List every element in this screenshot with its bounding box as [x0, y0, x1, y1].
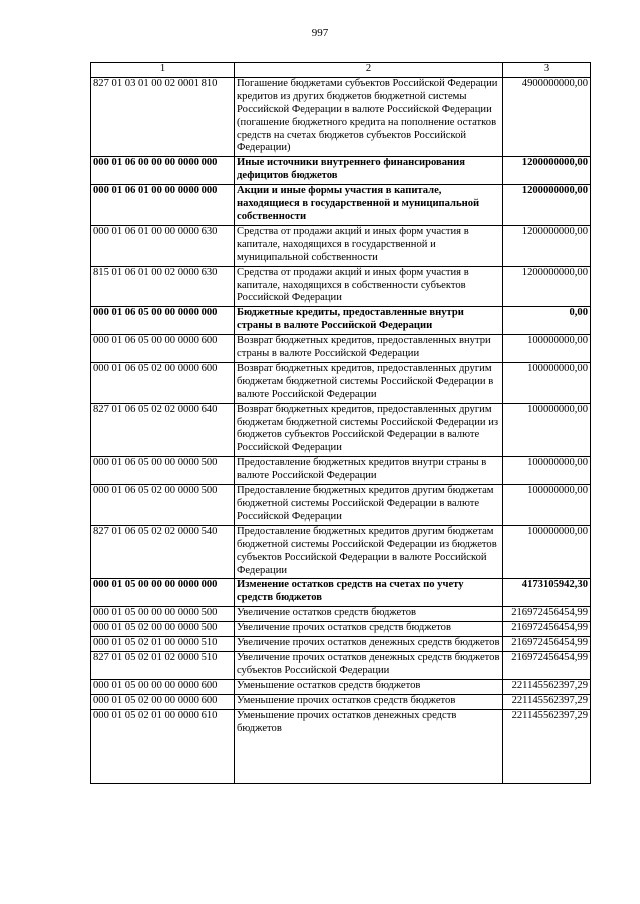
column-header-1: 1 [91, 63, 235, 78]
amount-cell: 4900000000,00 [503, 77, 591, 156]
name-cell: Возврат бюджетных кредитов, предоставленных другим бюджетам бюджетной системы Российской Федерации в валюте Российской Федерации [235, 362, 503, 403]
column-header-3: 3 [503, 63, 591, 78]
table-row [91, 607, 591, 622]
name-cell: Изменение остатков средств на счетах по учету средств бюджетов [235, 579, 503, 607]
code-cell: 000 01 05 00 00 00 0000 600 [91, 679, 235, 694]
amount-cell: 216972456454,99 [503, 607, 591, 622]
code-cell: 827 01 05 02 01 02 0000 510 [91, 651, 235, 679]
table-row [91, 651, 591, 679]
code-cell: 000 01 05 00 00 00 0000 500 [91, 607, 235, 622]
name-cell: Предоставление бюджетных кредитов другим бюджетам бюджетной системы Российской Федерации в валюте Российской Федерации [235, 485, 503, 526]
table-row [91, 457, 591, 485]
code-cell: 827 01 06 05 02 02 0000 540 [91, 525, 235, 579]
table-row [91, 579, 591, 607]
amount-cell: 1200000000,00 [503, 157, 591, 185]
code-cell: 000 01 05 00 00 00 0000 000 [91, 579, 235, 607]
name-cell: Акции и иные формы участия в капитале, находящиеся в государственной и муниципальной собственности [235, 185, 503, 226]
name-cell: Уменьшение прочих остатков средств бюджетов [235, 694, 503, 709]
table-row [91, 485, 591, 526]
code-cell: 000 01 05 02 00 00 0000 600 [91, 694, 235, 709]
name-cell: Бюджетные кредиты, предоставленные внутри страны в валюте Российской Федерации [235, 307, 503, 335]
code-cell: 000 01 06 01 00 00 0000 630 [91, 225, 235, 266]
amount-cell: 221145562397,29 [503, 694, 591, 709]
amount-cell: 1200000000,00 [503, 225, 591, 266]
code-cell: 827 01 06 05 02 02 0000 640 [91, 403, 235, 457]
amount-cell: 221145562397,29 [503, 679, 591, 694]
amount-cell: 100000000,00 [503, 485, 591, 526]
code-cell: 000 01 06 01 00 00 0000 000 [91, 185, 235, 226]
table-row [91, 157, 591, 185]
amount-cell: 0,00 [503, 307, 591, 335]
amount-cell: 1200000000,00 [503, 185, 591, 226]
code-cell: 815 01 06 01 00 02 0000 630 [91, 266, 235, 307]
code-cell: 000 01 06 05 02 00 0000 600 [91, 362, 235, 403]
table-row [91, 225, 591, 266]
code-cell: 000 01 06 05 02 00 0000 500 [91, 485, 235, 526]
name-cell: Средства от продажи акций и иных форм участия в капитале, находящихся в государственной и муниципальной собственности [235, 225, 503, 266]
name-cell: Иные источники внутреннего финансирования дефицитов бюджетов [235, 157, 503, 185]
table-row [91, 185, 591, 226]
amount-cell: 100000000,00 [503, 403, 591, 457]
budget-sources-table [90, 62, 591, 784]
name-cell: Уменьшение прочих остатков денежных средств бюджетов [235, 709, 503, 783]
table-row [91, 637, 591, 652]
name-cell: Предоставление бюджетных кредитов внутри страны в валюте Российской Федерации [235, 457, 503, 485]
amount-cell: 221145562397,29 [503, 709, 591, 783]
page-number: 997 [311, 27, 329, 39]
amount-cell: 216972456454,99 [503, 622, 591, 637]
table-row [91, 266, 591, 307]
amount-cell: 216972456454,99 [503, 637, 591, 652]
amount-cell: 1200000000,00 [503, 266, 591, 307]
code-cell: 000 01 06 05 00 00 0000 000 [91, 307, 235, 335]
code-cell: 000 01 06 00 00 00 0000 000 [91, 157, 235, 185]
amount-cell: 100000000,00 [503, 457, 591, 485]
amount-cell: 100000000,00 [503, 362, 591, 403]
code-cell: 000 01 05 02 00 00 0000 500 [91, 622, 235, 637]
amount-cell: 100000000,00 [503, 335, 591, 363]
table-row [91, 403, 591, 457]
table-row [91, 694, 591, 709]
amount-cell: 100000000,00 [503, 525, 591, 579]
name-cell: Возврат бюджетных кредитов, предоставленных другим бюджетам бюджетной системы Российской Федерации из бюджетов субъектов Российской Федерации в валюте Российской Федерации [235, 403, 503, 457]
code-cell: 000 01 05 02 01 00 0000 610 [91, 709, 235, 783]
table-row [91, 622, 591, 637]
name-cell: Средства от продажи акций и иных форм участия в капитале, находящихся в собственности субъектов Российской Федерации [235, 266, 503, 307]
name-cell: Погашение бюджетами субъектов Российской Федерации кредитов из других бюджетов бюджетной системы Российской Федерации в валюте Российской Федерации (погашение бюджетного кредита на пополнение остатков средств на счетах бюджетов субъектов Российской Федерации) [235, 77, 503, 156]
name-cell: Предоставление бюджетных кредитов другим бюджетам бюджетной системы Российской Федерации из бюджетов субъектов Российской Федерации в валюте Российской Федерации [235, 525, 503, 579]
code-cell: 000 01 06 05 00 00 0000 600 [91, 335, 235, 363]
table-row [91, 679, 591, 694]
table-row [91, 335, 591, 363]
table-row [91, 362, 591, 403]
name-cell: Уменьшение остатков средств бюджетов [235, 679, 503, 694]
name-cell: Увеличение прочих остатков денежных средств бюджетов субъектов Российской Федерации [235, 651, 503, 679]
code-cell: 827 01 03 01 00 02 0001 810 [91, 77, 235, 156]
amount-cell: 216972456454,99 [503, 651, 591, 679]
table-row [91, 307, 591, 335]
column-header-2: 2 [235, 63, 503, 78]
table-row [91, 525, 591, 579]
table-row [91, 77, 591, 156]
table-header-row [91, 63, 591, 78]
table-row [91, 709, 591, 783]
name-cell: Возврат бюджетных кредитов, предоставленных внутри страны в валюте Российской Федерации [235, 335, 503, 363]
code-cell: 000 01 06 05 00 00 0000 500 [91, 457, 235, 485]
name-cell: Увеличение прочих остатков денежных средств бюджетов [235, 637, 503, 652]
code-cell: 000 01 05 02 01 00 0000 510 [91, 637, 235, 652]
amount-cell: 4173105942,30 [503, 579, 591, 607]
name-cell: Увеличение прочих остатков средств бюджетов [235, 622, 503, 637]
name-cell: Увеличение остатков средств бюджетов [235, 607, 503, 622]
